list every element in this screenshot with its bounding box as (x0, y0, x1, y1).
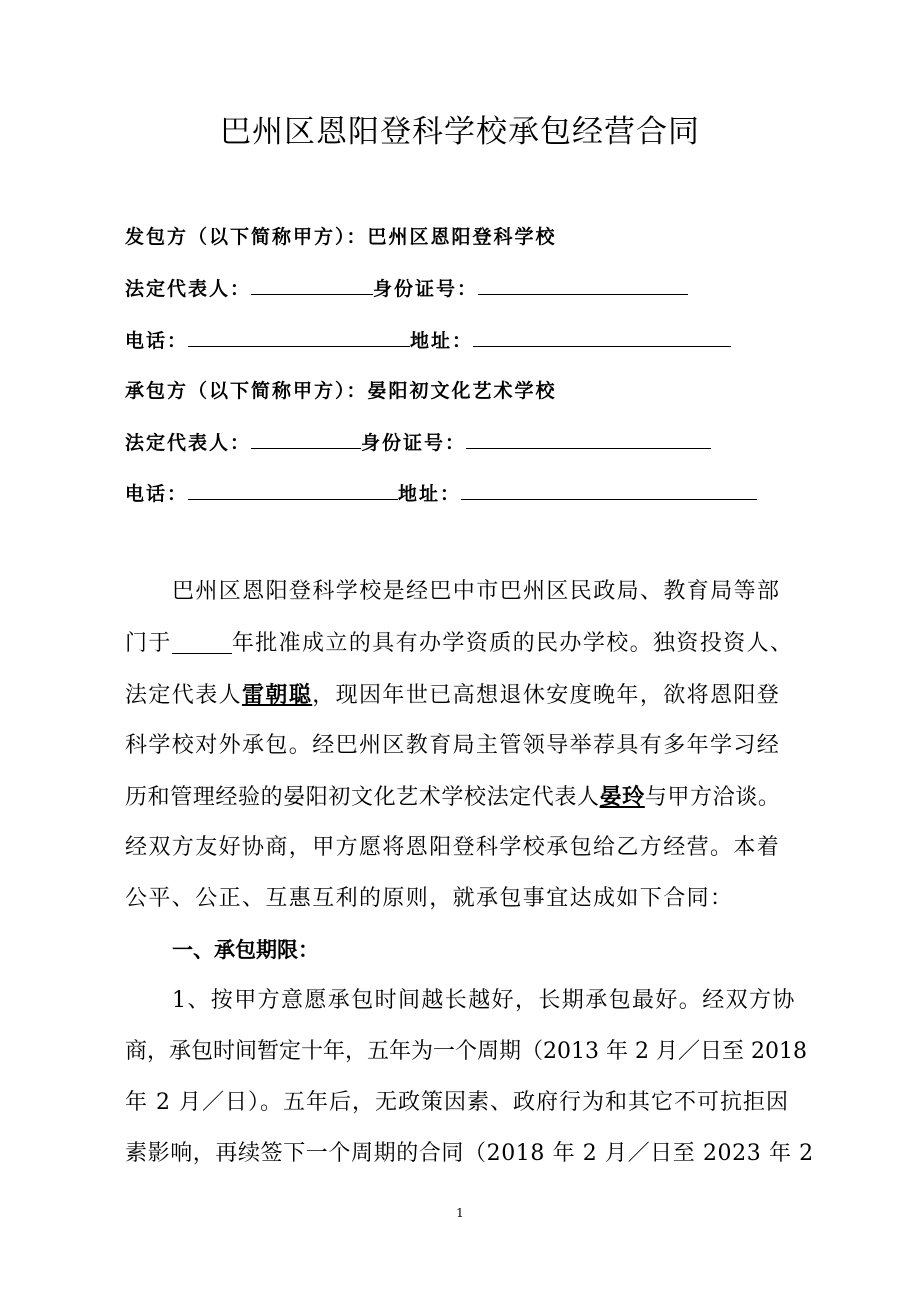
intro-line-5a: 历和管理经验的晏阳初文化艺术学校法定代表人 (125, 785, 600, 810)
intro-line-2b: 年批准成立的具有办学资质的民办学校。独资投资人、 (231, 631, 794, 656)
year-blank (172, 629, 232, 654)
party-b-rep-label: 法定代表人： (125, 432, 252, 454)
intro-line-3 (125, 675, 780, 715)
intro-line-4: 科学校对外承包。经巴州区教育局主管领导举荐具有多年学习经 (125, 733, 781, 758)
party-b-rep-row (125, 428, 735, 458)
party-b-contact-row (125, 479, 735, 509)
party-b-text: 承包方（以下简称甲方）：晏阳初文化艺术学校 (125, 380, 557, 402)
section-1-line-4: 素影响，再续签下一个周期的合同（2018 年 2 月／日至 2023 年 2 (125, 1141, 814, 1166)
party-b-id-label: 身份证号： (361, 432, 467, 454)
section-1-line-2: 商，承包时间暂定十年，五年为一个周期（2013 年 2 月／日至 2018 (125, 1039, 807, 1064)
party-a-rep-blank (251, 274, 373, 295)
party-a-phone-blank (188, 326, 410, 347)
party-a-address-label: 地址： (410, 330, 474, 352)
page-number: 1 (456, 1206, 464, 1220)
investor-name: 雷朝聪 (242, 682, 313, 708)
page-title: 巴州区恩阳登科学校承包经营合同 (220, 114, 700, 150)
intro-line-5 (125, 777, 780, 817)
party-b-phone-label: 电话： (125, 483, 189, 505)
party-b-address-blank (461, 479, 757, 500)
intro-line-5b: 与甲方洽谈。 (644, 785, 781, 810)
party-a-rep-row (125, 274, 735, 304)
party-b-rep-blank (251, 428, 361, 449)
party-a-line (125, 222, 735, 252)
section-1-heading: 一、承包期限： (172, 938, 319, 962)
party-a-phone-label: 电话： (125, 330, 189, 352)
party-a-contact-row (125, 326, 735, 356)
section-1-line-1: 1、按甲方意愿承包时间越长越好，长期承包最好。经双方协 (172, 988, 796, 1013)
party-a-id-label: 身份证号： (373, 278, 479, 300)
intro-line-7: 公平、公正、互惠互利的原则，就承包事宜达成如下合同： (125, 886, 734, 911)
intro-line-1: 巴州区恩阳登科学校是经巴中市巴州区民政局、教育局等部 (172, 579, 781, 604)
party-a-id-blank (478, 274, 688, 295)
intro-line-6: 经双方友好协商，甲方愿将恩阳登科学校承包给乙方经营。本着 (125, 835, 781, 860)
intro-line-3a: 法定代表人 (125, 683, 243, 708)
section-1-line-3: 年 2 月／日）。五年后，无政策因素、政府行为和其它不可抗拒因 (125, 1090, 789, 1115)
party-b-line (125, 376, 735, 406)
intro-line-3b: ，现因年世已高想退休安度晚年，欲将恩阳登 (312, 683, 781, 708)
party-a-rep-label: 法定代表人： (125, 278, 252, 300)
party-b-address-label: 地址： (398, 483, 462, 505)
intro-line-2 (125, 624, 793, 664)
intro-line-2a: 门于 (125, 631, 172, 656)
party-a-address-blank (473, 326, 731, 347)
representative-name: 晏玲 (599, 784, 645, 810)
party-a-text: 发包方（以下简称甲方）：巴州区恩阳登科学校 (125, 226, 557, 248)
party-b-id-blank (466, 428, 711, 449)
party-b-phone-blank (188, 479, 398, 500)
